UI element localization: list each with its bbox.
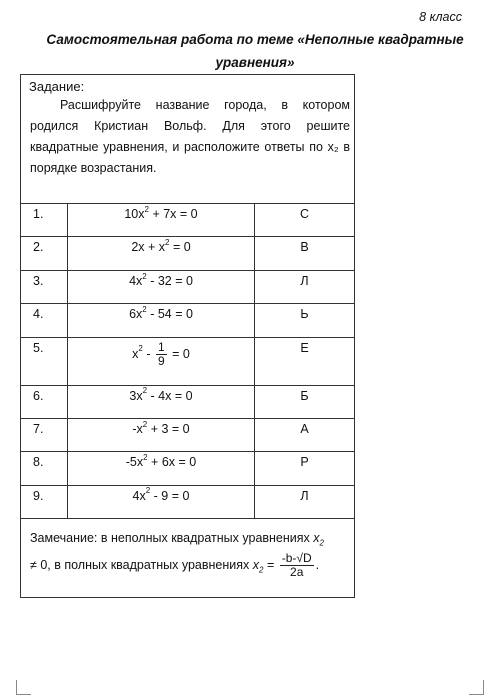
remark: Замечание: в неполных квадратных уравнениях $x_2$ ≠ 0, в полных квадратных уравнениях $x_2$ = $\frac{-b-√D}{2a}$ . [30,531,324,580]
row-number: 2. [21,237,68,270]
row-number: 8. [21,452,68,485]
page-title: Самостоятельная работа по теме «Неполные квадратные уравнения» [46,32,464,70]
row-letter: Ь [255,304,355,337]
row-letter: В [255,237,355,270]
row-letter: С [255,204,355,237]
row-number: 4. [21,304,68,337]
root-formula: $\frac{-b-√D}{2a}$ [281,551,312,580]
table-row [21,304,355,337]
row-number: 6. [21,385,68,418]
table-row [21,237,355,270]
row-number: 9. [21,485,68,518]
row-letter: Е [255,337,355,385]
var-x2: $x_2$ [313,531,324,548]
equation: $4x^2 - 32 = 0$ [68,270,255,303]
table-row [21,270,355,303]
remark-text-1: Замечание: в неполных квадратных уравнениях [30,531,310,545]
row-letter: Р [255,452,355,485]
row-number: 1. [21,204,68,237]
table-row [21,337,355,385]
task-text: Расшифруйте название города, в котором родился Кристиан Вольф. Для этого решите квадратные уравнения, и расположите ответы по x₂ в порядке возрастания. [30,98,350,175]
equation: $2x + x^2 = 0$ [68,237,255,270]
table-row [21,485,355,518]
var-x2: $x_2$ [252,558,264,575]
equation: $10x^2 + 7x = 0$ [68,204,255,237]
page-corner-mark [16,680,31,695]
row-letter: Б [255,385,355,418]
table-row [21,385,355,418]
task-sheet [20,74,355,598]
remark-text-2: ≠ 0, в полных квадратных уравнениях [30,558,250,572]
equation: $x^2$ - $\frac{1}{9}$ = 0 [68,337,255,385]
table-row [21,204,355,237]
equation: $6x^2 - 54 = 0$ [68,304,255,337]
equation: $-5x^2 + 6x = 0$ [68,452,255,485]
row-number: 5. [21,337,68,385]
row-letter: А [255,418,355,451]
row-letter: Л [255,270,355,303]
task-label: Задание: [29,79,85,94]
equations-table [20,203,355,519]
table-row [21,418,355,451]
row-number: 7. [21,418,68,451]
row-number: 3. [21,270,68,303]
row-letter: Л [255,485,355,518]
grade-label: 8 класс [419,10,462,24]
table-row [21,452,355,485]
equation: $3x^2 - 4x = 0$ [68,385,255,418]
fraction: $\frac{1}{9}$ [157,339,165,368]
equation: $4x^2 - 9 = 0$ [68,485,255,518]
equation: $-x^2 + 3 = 0$ [68,418,255,451]
page-corner-mark [469,680,484,695]
